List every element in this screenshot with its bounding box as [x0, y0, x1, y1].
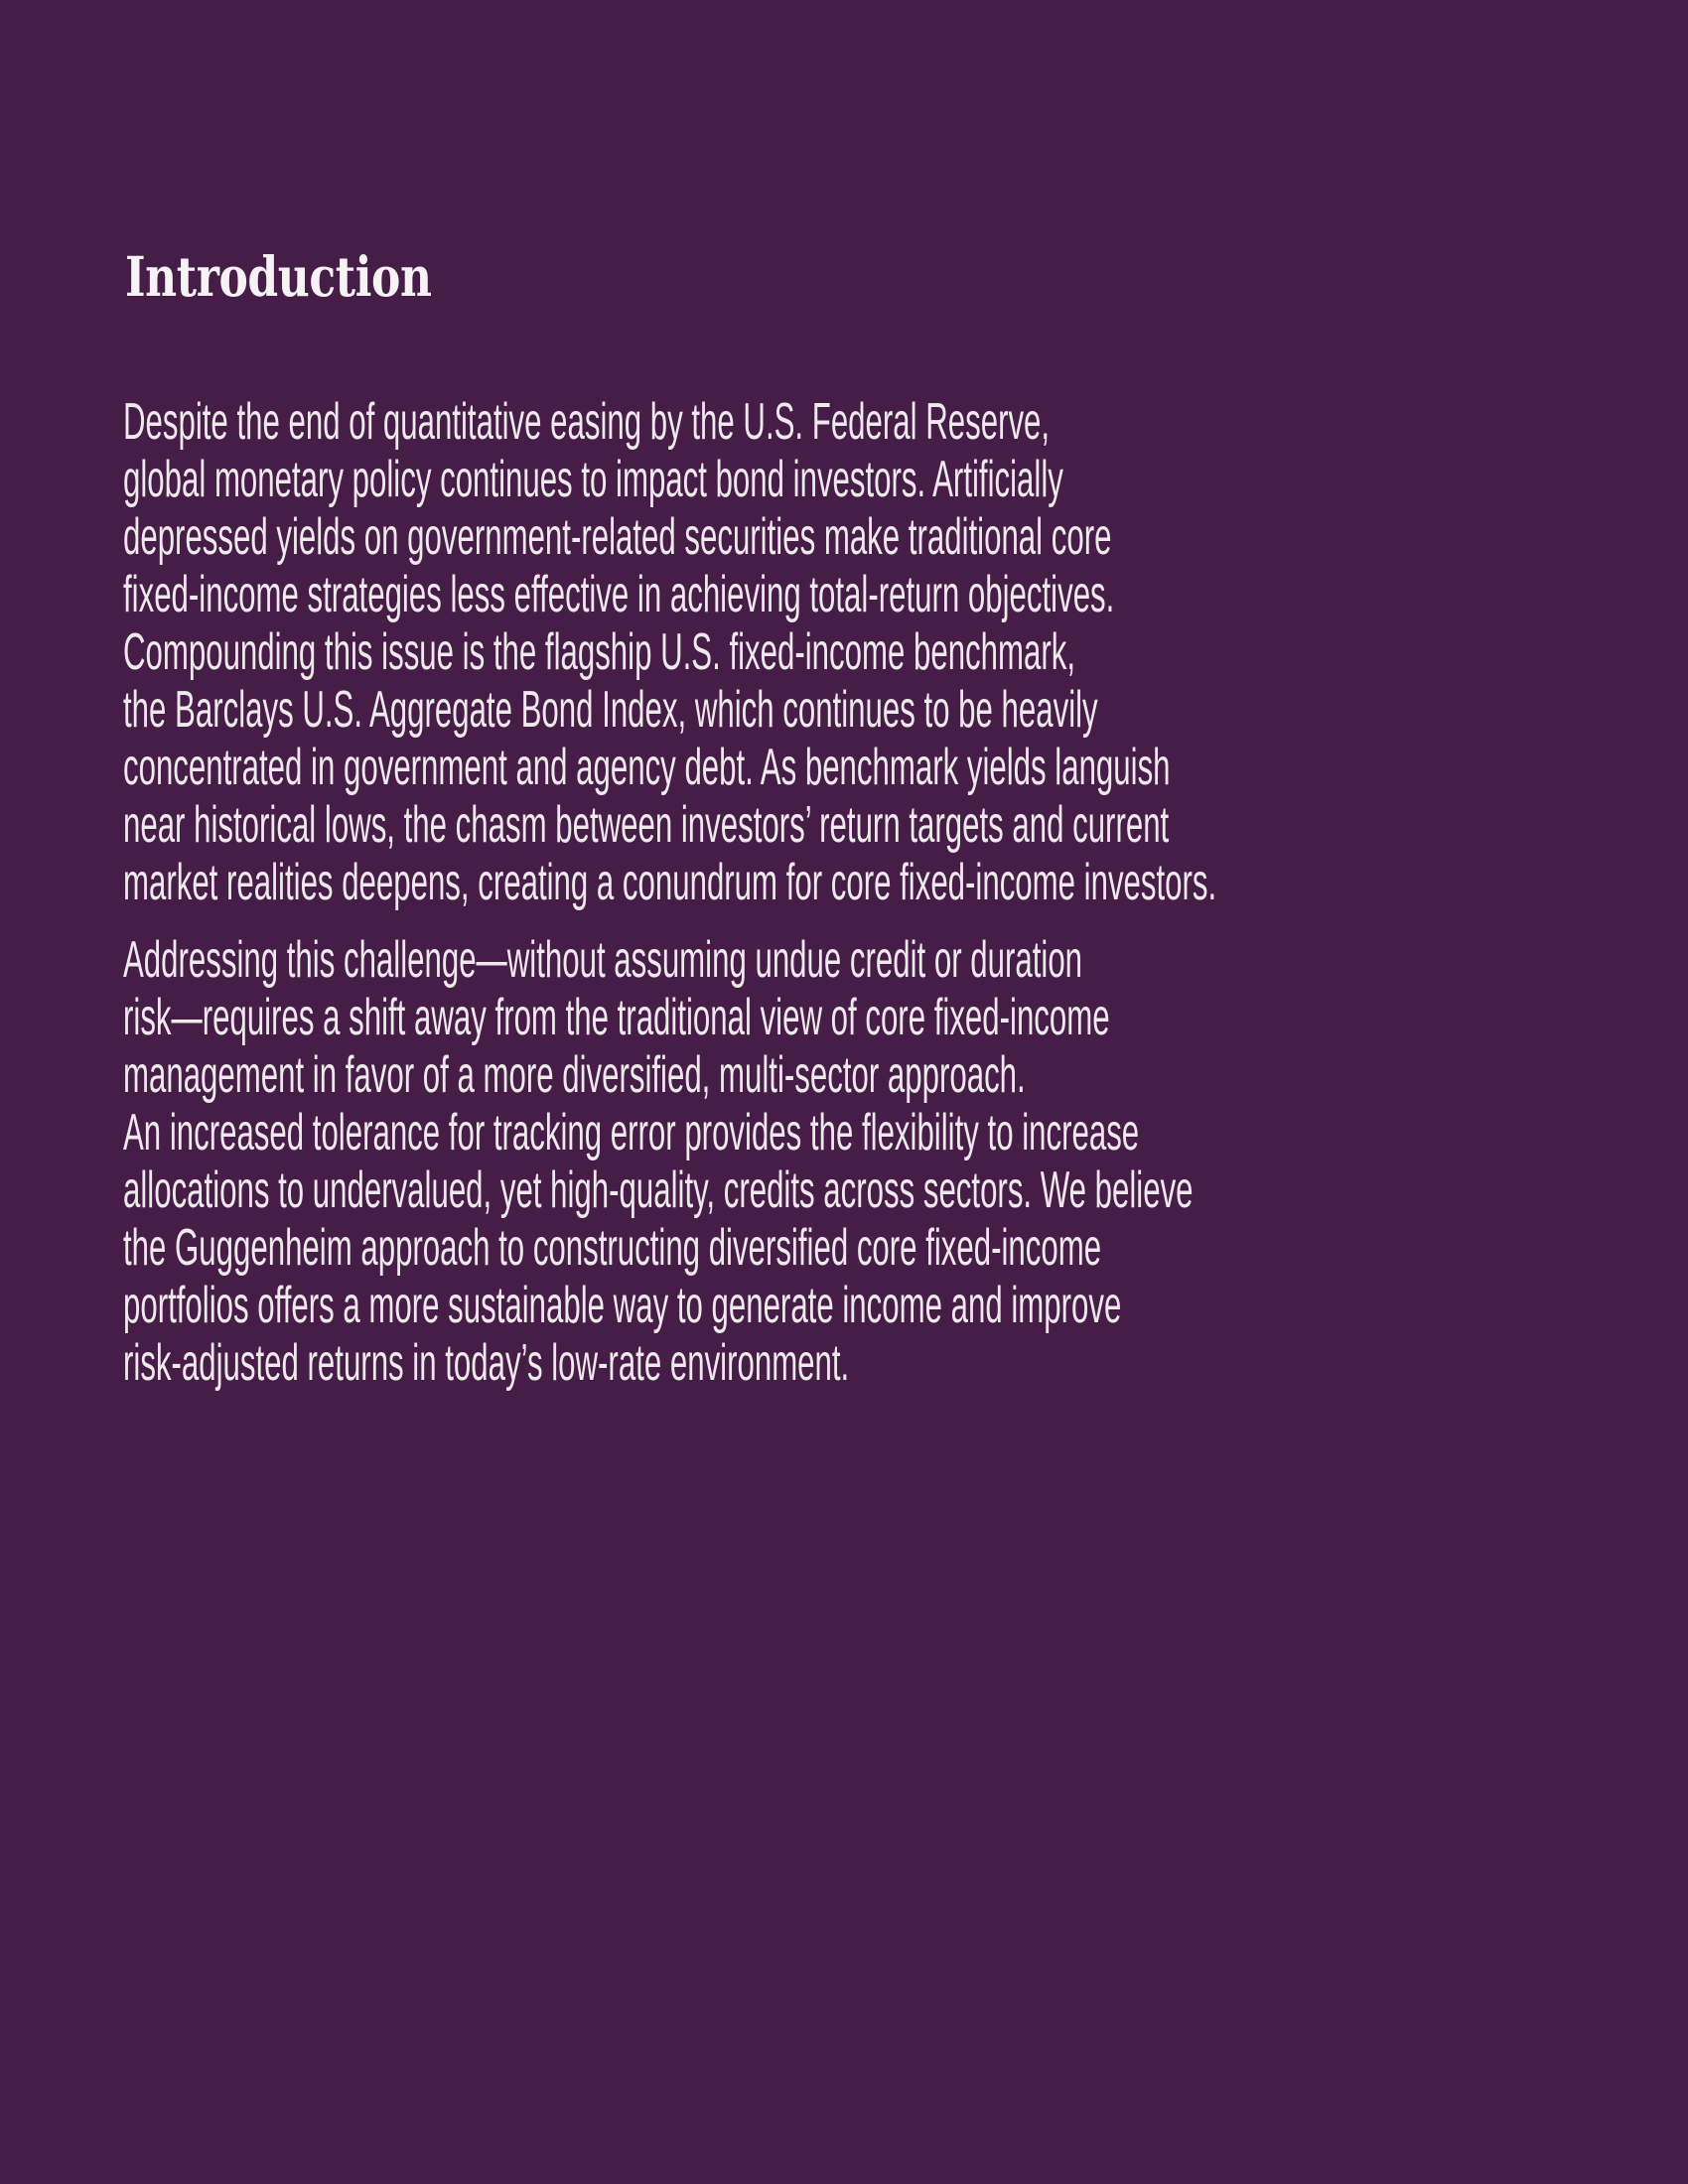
body-line: the Barclays U.S. Aggregate Bond Index, which continues to be heavily: [123, 681, 1098, 739]
body-line: Despite the end of quantitative easing by the U.S. Federal Reserve,: [123, 393, 1051, 451]
body-line: Addressing this challenge—without assuming undue credit or duration: [123, 931, 1083, 989]
body-line: the Guggenheim approach to constructing diversified core fixed-income: [123, 1219, 1102, 1277]
page-title: Introduction: [125, 243, 432, 309]
intro-paragraph-2: [123, 931, 1434, 1392]
body-line: concentrated in government and agency debt. As benchmark yields languish: [123, 739, 1171, 796]
body-line: risk-adjusted returns in today’s low-rate environment.: [123, 1334, 850, 1392]
body-line: risk—requires a shift away from the traditional view of core fixed-income: [123, 989, 1110, 1046]
body-line: allocations to undervalued, yet high-quality, credits across sectors. We believe: [123, 1161, 1194, 1219]
body-line: global monetary policy continues to impact bond investors. Artificially: [123, 451, 1063, 508]
body-line: market realities deepens, creating a conundrum for core fixed-income investors.: [123, 854, 1217, 911]
body-text: [123, 393, 1434, 1392]
body-line: Compounding this issue is the flagship U.S. fixed-income benchmark,: [123, 623, 1076, 681]
body-line: depressed yields on government-related securities make traditional core: [123, 508, 1112, 566]
body-line: An increased tolerance for tracking error provides the flexibility to increase: [123, 1104, 1140, 1161]
body-line: management in favor of a more diversified, multi-sector approach.: [123, 1046, 1026, 1104]
body-line: near historical lows, the chasm between investors’ return targets and current: [123, 796, 1170, 854]
intro-paragraph-1: [123, 393, 1434, 911]
body-line: fixed-income strategies less effective in achieving total-return objectives.: [123, 566, 1115, 623]
body-line: portfolios offers a more sustainable way to generate income and improve: [123, 1277, 1122, 1334]
